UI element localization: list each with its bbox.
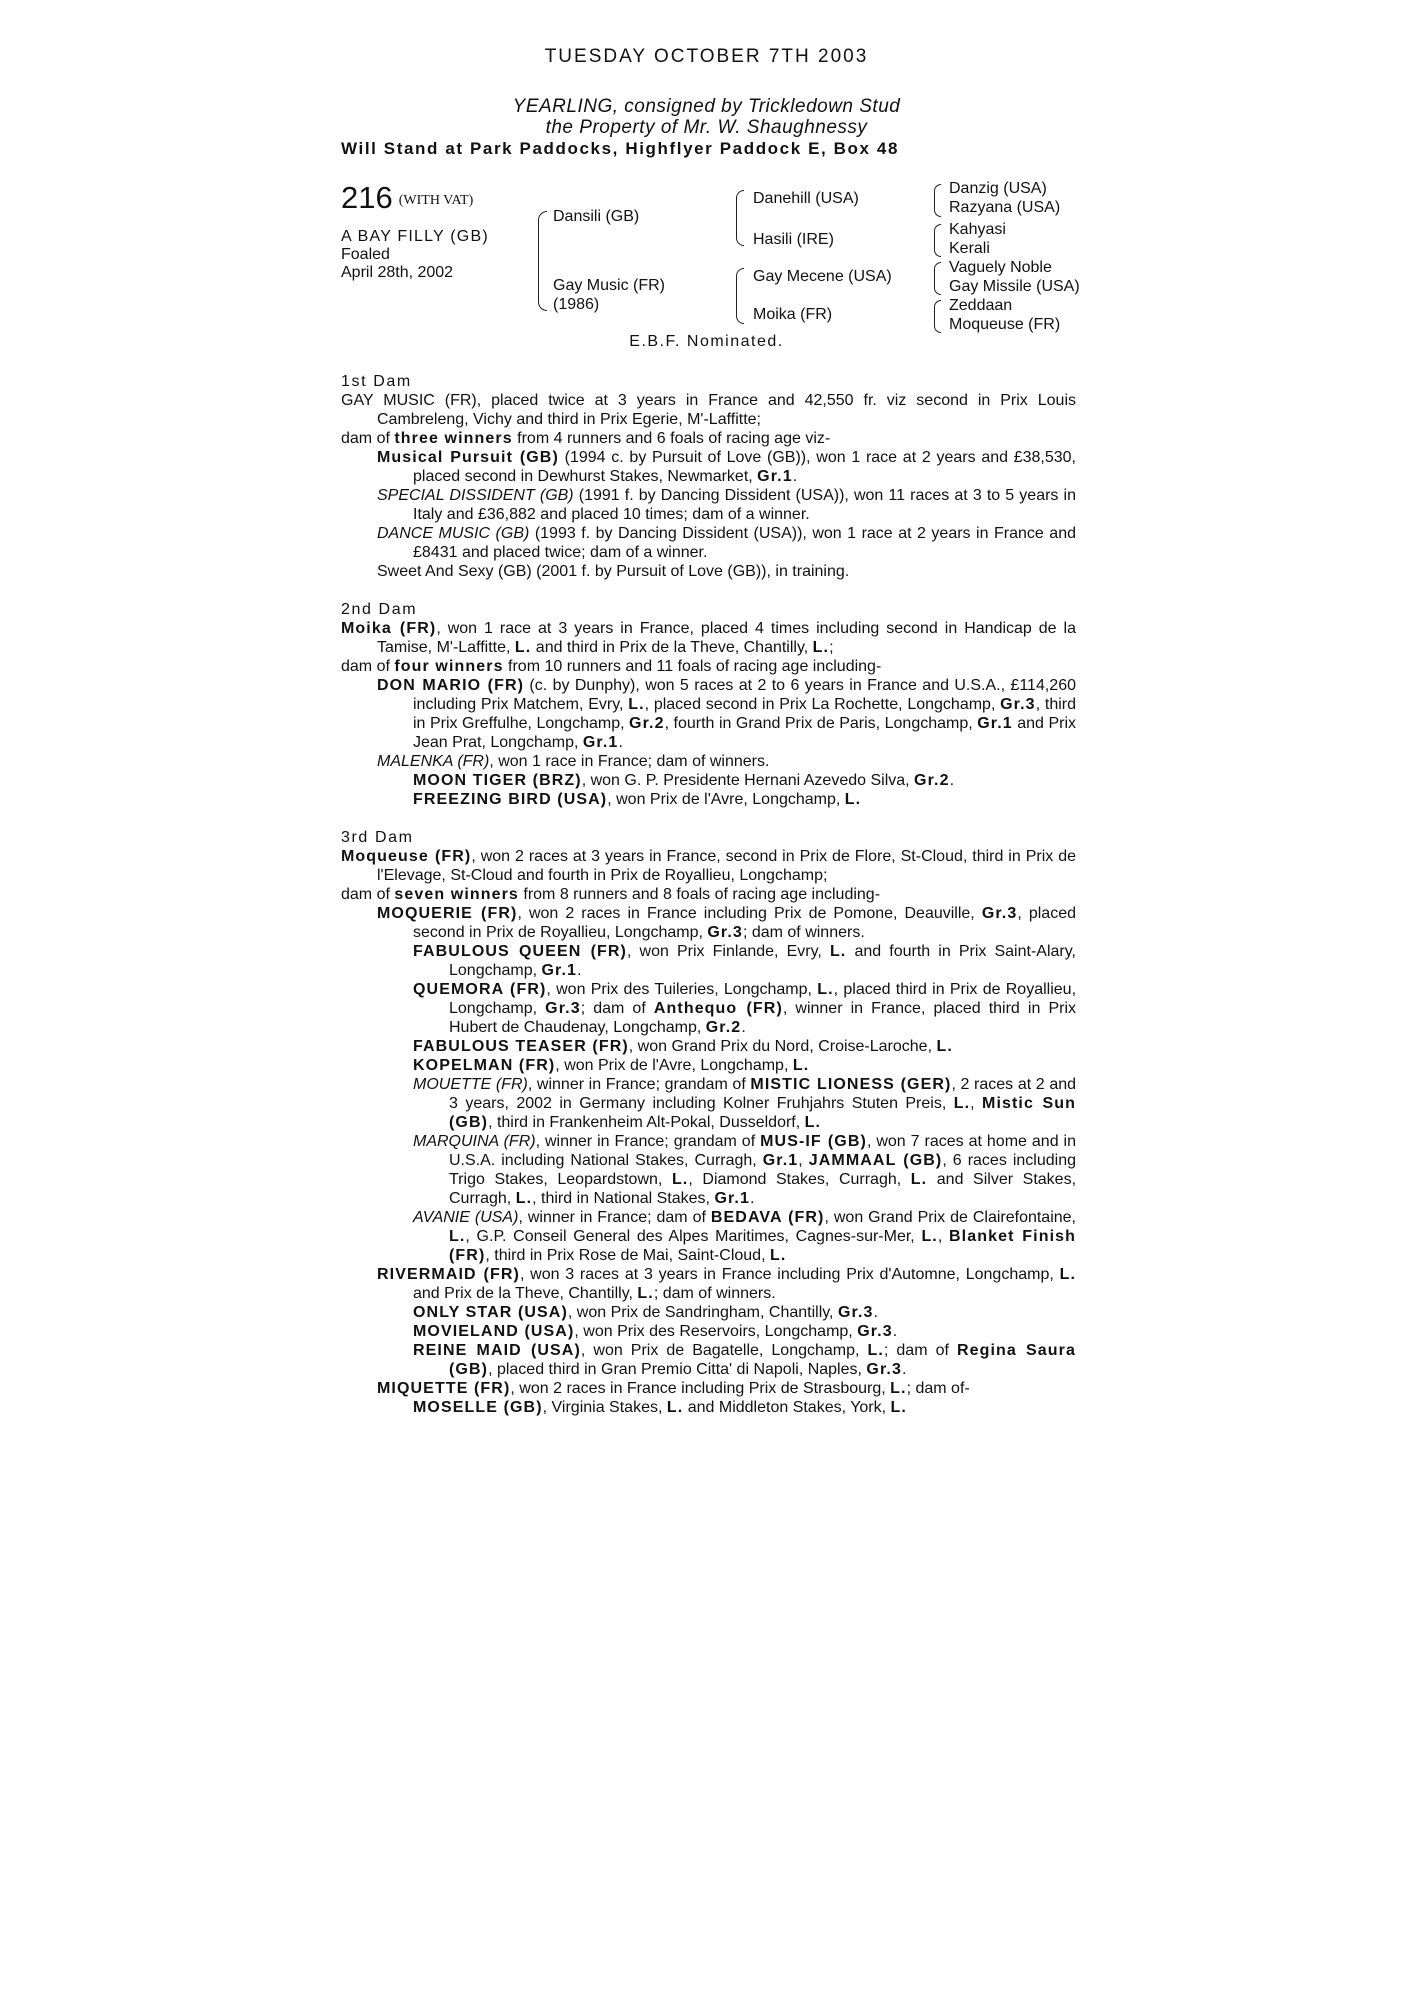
entry-text: and Prix de la Theve, Chantilly,: [413, 1285, 638, 1302]
entry-text: ; dam of winners.: [742, 924, 865, 941]
horse-name-bold: four winners: [394, 658, 504, 675]
pedigree-entry: [341, 885, 1076, 904]
entry-text: (c. by Dunphy), won 5 races at 2 to 6 years in France and U.S.A., £114,260 including Prix Matchem, Evry,: [413, 677, 1076, 713]
entry-text: , Virginia Stakes,: [542, 1399, 667, 1416]
horse-name-bold: L.: [817, 981, 834, 998]
horse-name-bold: QUEMORA (FR): [413, 981, 547, 998]
pedigree-entry: [341, 391, 1076, 429]
horse-name-bold: L.: [829, 943, 847, 960]
entry-text: .: [792, 468, 798, 485]
pedigree-bracket: [934, 224, 941, 257]
pedigree-entry: [341, 1265, 1076, 1303]
pedigree-bracket: [934, 262, 941, 295]
horse-name-bold: KOPELMAN (FR): [413, 1057, 556, 1074]
horse-name-bold: L.: [936, 1038, 953, 1055]
entry-text: ,: [798, 1152, 809, 1169]
vat-note: (WITH VAT): [398, 193, 474, 208]
horse-name-bold: Gr.3: [707, 924, 743, 941]
pedigree-entry: [341, 486, 1076, 524]
entry-text: Sweet And Sexy (GB) (2001 f. by Pursuit of Love (GB)), in training.: [377, 563, 850, 580]
pedigree-entry: [341, 1056, 1076, 1075]
horse-name-bold: L.: [844, 791, 862, 808]
entry-text: and third in Prix de la Theve, Chantilly,: [531, 639, 813, 656]
horse-name-italic: MALENKA (FR): [377, 753, 490, 770]
entry-text: .: [901, 1361, 907, 1378]
horse-name-bold: MOSELLE (GB): [413, 1399, 543, 1416]
entry-text: , winner in France; dam of: [518, 1209, 711, 1226]
sire: Dansili (GB): [553, 208, 640, 225]
entry-text: .: [873, 1304, 878, 1321]
horse-name-bold: BEDAVA (FR): [710, 1209, 825, 1226]
entry-text: and Middleton Stakes, York,: [683, 1399, 891, 1416]
horse-name-bold: Blanket Finish (FR): [449, 1228, 1076, 1264]
horse-name-bold: JAMMAAL (GB): [808, 1152, 943, 1169]
dam-dam: Moika (FR): [753, 306, 833, 323]
dam-lines: [341, 372, 1076, 1417]
entry-text: , won 3 races at 3 years in France including Prix d'Automne, Longchamp,: [519, 1266, 1060, 1283]
pedigree-entry: [341, 1322, 1076, 1341]
great-grandparent: Razyana (USA): [949, 199, 1061, 216]
horse-details: [341, 228, 489, 282]
horse-name-bold: L.: [628, 696, 645, 713]
pedigree-bracket: [934, 300, 941, 333]
entry-text: .: [749, 1190, 755, 1207]
entry-text: and fourth in Prix Saint-Alary, Longchamp,: [449, 943, 1076, 979]
entry-text: and Silver Stakes, Curragh,: [449, 1171, 1077, 1207]
entry-text: .: [892, 1323, 898, 1340]
entry-text: .: [949, 772, 955, 789]
horse-name-bold: Gr.3: [545, 1000, 581, 1017]
entry-text: , won G. P. Presidente Hernani Azevedo Silva,: [581, 772, 915, 789]
pedigree-entry: [341, 1398, 1076, 1417]
horse-name-bold: Gr.2: [914, 772, 950, 789]
entry-text: , winner in France, placed third in Prix Hubert de Chaudenay, Longchamp,: [449, 1000, 1076, 1036]
horse-name-bold: MOVIELAND (USA): [413, 1323, 575, 1340]
section-title: 2nd Dam: [341, 601, 418, 618]
entry-text: , placed second in Prix de Royallieu, Longchamp,: [413, 905, 1076, 941]
pedigree-entry: [341, 752, 1076, 771]
entry-text: (1994 c. by Pursuit of Love (GB)), won 1 race at 2 years and £38,530, placed second in Dewhurst Stakes, Newmarket,: [413, 449, 1077, 485]
great-grandparent: Zeddaan: [949, 297, 1013, 314]
entry-text: , Diamond Stakes, Curragh,: [688, 1171, 911, 1188]
entry-text: (1991 f. by Dancing Dissident (USA)), won 11 races at 3 to 5 years in Italy and £36,882 and placed 10 times; dam of a winner.: [413, 487, 1076, 523]
entry-text: , won 2 races in France including Prix de Pomone, Deauville,: [517, 905, 982, 922]
horse-description: A BAY FILLY (GB): [341, 228, 489, 245]
horse-name-italic: MOUETTE (FR): [413, 1076, 528, 1093]
entry-text: , won 1 race at 3 years in France, placed 4 times including second in Handicap de la Tamise, M'-Laffitte,: [377, 620, 1077, 656]
horse-name-bold: Moqueuse (FR): [341, 848, 472, 865]
section-title: 3rd Dam: [341, 829, 414, 846]
section-gap: [341, 809, 1076, 828]
entry-text: , G.P. Conseil General des Alpes Maritimes, Cagnes-sur-Mer,: [465, 1228, 922, 1245]
lot-number: 216: [341, 180, 393, 215]
horse-name-bold: L.: [867, 1342, 884, 1359]
horse-name-bold: L.: [910, 1171, 928, 1188]
pedigree-bracket: [736, 190, 744, 246]
horse-name-bold: Gr.1: [541, 962, 578, 979]
pedigree-entry: [341, 619, 1076, 657]
great-grandparent: Kahyasi: [949, 221, 1006, 238]
horse-name-bold: L.: [890, 1380, 907, 1397]
entry-text: , won 7 races at home and in U.S.A. including National Stakes, Curragh,: [449, 1133, 1076, 1169]
entry-text: , won 1 race in France; dam of winners.: [489, 753, 770, 770]
entry-text: ; dam of: [580, 1000, 654, 1017]
section-title: 1st Dam: [341, 373, 412, 390]
pedigree-entry: [341, 562, 1076, 581]
pedigree-bracket: [934, 184, 941, 217]
horse-name-bold: Gr.2: [705, 1019, 742, 1036]
horse-name-bold: L.: [637, 1285, 654, 1302]
entry-text: , third in Prix Greffulhe, Longchamp,: [413, 696, 1077, 732]
horse-name-bold: L.: [804, 1114, 822, 1131]
horse-name-bold: L.: [514, 639, 532, 656]
horse-name-bold: L.: [890, 1399, 907, 1416]
horse-name-bold: Gr.3: [981, 905, 1018, 922]
horse-name-bold: L.: [792, 1057, 810, 1074]
entry-text: ; dam of: [883, 1342, 957, 1359]
lot-heading: [341, 180, 473, 216]
sire-sire: Danehill (USA): [753, 190, 859, 207]
great-grandparent: Danzig (USA): [949, 180, 1047, 197]
horse-name-bold: Gr.1: [977, 715, 1013, 732]
horse-name-bold: Gr.1: [757, 468, 793, 485]
entry-text: , placed second in Prix La Rochette, Longchamp,: [644, 696, 1001, 713]
horse-name-bold: MUS-IF (GB): [760, 1133, 867, 1150]
horse-name-bold: L.: [449, 1228, 466, 1245]
horse-name-bold: L.: [1059, 1266, 1076, 1283]
pedigree-entry: [341, 448, 1076, 486]
entry-text: and Prix Jean Prat, Longchamp,: [413, 715, 1077, 751]
entry-text: from 10 runners and 11 foals of racing age including-: [503, 658, 882, 675]
horse-name-bold: Moika (FR): [341, 620, 437, 637]
entry-text: from 8 runners and 8 foals of racing age including-: [518, 886, 881, 903]
entry-text: ; dam of winners.: [653, 1285, 776, 1302]
horse-name-bold: three winners: [394, 430, 513, 447]
horse-name-bold: Gr.3: [1000, 696, 1036, 713]
consignment-line: YEARLING, consigned by Trickledown Stud: [512, 96, 901, 117]
horse-name-italic: MARQUINA (FR): [413, 1133, 536, 1150]
horse-name-bold: Gr.3: [857, 1323, 893, 1340]
entry-text: , won Prix Finlande, Evry,: [627, 943, 830, 960]
horse-name-bold: DON MARIO (FR): [377, 677, 525, 694]
entry-text: , third in Frankenheim Alt-Pokal, Dusseldorf,: [488, 1114, 805, 1131]
great-grandparent: Moqueuse (FR): [949, 316, 1061, 333]
pedigree-entry: [341, 1075, 1076, 1132]
pedigree-entry: [341, 904, 1076, 942]
entry-text: , placed third in Prix de Royallieu, Longchamp,: [449, 981, 1077, 1017]
pedigree-entry: [341, 524, 1076, 562]
entry-text: ;: [829, 639, 834, 656]
pedigree-entry: [341, 429, 1076, 448]
entry-text: , winner in France; grandam of: [535, 1133, 761, 1150]
horse-name-italic: AVANIE (USA): [413, 1209, 519, 1226]
horse-name-bold: seven winners: [394, 886, 519, 903]
pedigree-entry: [341, 942, 1076, 980]
great-grandparent: Gay Missile (USA): [949, 278, 1080, 295]
section-gap: [341, 581, 1076, 600]
horse-name-bold: MISTIC LIONESS (GER): [750, 1076, 952, 1093]
entry-text: , won Prix de l'Avre, Longchamp,: [607, 791, 845, 808]
dam-sire: Gay Mecene (USA): [753, 268, 892, 285]
entry-text: ,: [937, 1228, 949, 1245]
dam-year: (1986): [553, 296, 600, 313]
horse-name-bold: L.: [921, 1228, 938, 1245]
great-grandparent: Kerali: [949, 240, 990, 257]
horse-name-bold: Regina Saura (GB): [449, 1342, 1077, 1378]
entry-text: , won Grand Prix de Clairefontaine,: [824, 1209, 1077, 1226]
pedigree-entry: [341, 1341, 1076, 1379]
entry-text: , won Prix de l'Avre, Longchamp,: [555, 1057, 793, 1074]
pedigree-entry: [341, 1379, 1076, 1398]
horse-name-bold: L.: [812, 639, 830, 656]
foaled-date: April 28th, 2002: [341, 264, 454, 281]
great-grandparent: Vaguely Noble: [949, 259, 1052, 276]
horse-name-bold: Musical Pursuit (GB): [377, 449, 559, 466]
pedigree-entry: [341, 676, 1076, 752]
entry-text: ,: [970, 1095, 983, 1112]
horse-name-bold: L.: [666, 1399, 684, 1416]
sire-dam: Hasili (IRE): [753, 231, 834, 248]
pedigree-entry: [341, 657, 1076, 676]
horse-name-bold: Gr.3: [837, 1304, 874, 1321]
horse-name-bold: L.: [769, 1247, 787, 1264]
horse-name-bold: L.: [671, 1171, 689, 1188]
entry-text: ; dam of-: [906, 1380, 970, 1397]
horse-name-bold: Mistic Sun (GB): [449, 1095, 1077, 1131]
entry-text: , won Prix des Tuileries, Longchamp,: [546, 981, 818, 998]
entry-text: .: [741, 1019, 746, 1036]
horse-name-bold: RIVERMAID (FR): [377, 1266, 520, 1283]
owner-line: the Property of Mr. W. Shaughnessy: [545, 117, 868, 138]
entry-text: .: [577, 962, 582, 979]
entry-text: , third in Prix Rose de Mai, Saint-Cloud,: [485, 1247, 770, 1264]
horse-name-bold: Gr.3: [866, 1361, 902, 1378]
horse-name-italic: SPECIAL DISSIDENT (GB): [377, 487, 574, 504]
horse-name-bold: Anthequo (FR): [653, 1000, 783, 1017]
entry-text: , won Prix de Bagatelle, Longchamp,: [580, 1342, 868, 1359]
horse-name-bold: Gr.1: [762, 1152, 799, 1169]
entry-text: , winner in France; grandam of: [527, 1076, 751, 1093]
entry-text: , won Prix des Reservoirs, Longchamp,: [574, 1323, 858, 1340]
entry-text: , won Prix de Sandringham, Chantilly,: [567, 1304, 838, 1321]
pedigree-bracket: [736, 268, 744, 324]
entry-text: dam of: [341, 658, 395, 675]
pedigree-entry: [341, 790, 1076, 809]
ebf-nomination: E.B.F. Nominated.: [629, 333, 784, 350]
entry-text: , 6 races including Trigo Stakes, Leopardstown,: [449, 1152, 1076, 1188]
pedigree-entry: [341, 1303, 1076, 1322]
entry-text: .: [618, 734, 623, 751]
stand-location: Will Stand at Park Paddocks, Highflyer Paddock E, Box 48: [341, 139, 900, 158]
horse-name-bold: MOQUERIE (FR): [377, 905, 518, 922]
entry-text: GAY MUSIC (FR), placed twice at 3 years in France and 42,550 fr. viz second in Prix Louis Cambreleng, Vichy and third in Prix Egerie, M'-Laffitte;: [341, 392, 1076, 428]
horse-name-bold: FABULOUS TEASER (FR): [413, 1038, 629, 1055]
horse-name-italic: DANCE MUSIC (GB): [377, 525, 530, 542]
horse-name-bold: L.: [515, 1190, 533, 1207]
entry-text: , third in National Stakes,: [532, 1190, 715, 1207]
horse-name-bold: REINE MAID (USA): [413, 1342, 581, 1359]
horse-name-bold: Gr.1: [714, 1190, 750, 1207]
pedigree-entry: [341, 980, 1076, 1037]
horse-name-bold: FREEZING BIRD (USA): [413, 791, 608, 808]
horse-name-bold: Gr.2: [629, 715, 665, 732]
pedigree-entry: [341, 1132, 1076, 1208]
pedigree-entry: [341, 1037, 1076, 1056]
dam: Gay Music (FR): [553, 277, 665, 294]
horse-name-bold: MIQUETTE (FR): [377, 1380, 511, 1397]
foaled-label: Foaled: [341, 246, 390, 263]
horse-name-bold: MOON TIGER (BRZ): [413, 772, 582, 789]
entry-text: , won 2 races in France including Prix de Strasbourg,: [510, 1380, 891, 1397]
sale-date: TUESDAY OCTOBER 7TH 2003: [544, 46, 869, 67]
pedigree-entry: [341, 771, 1076, 790]
consignment-block: [0, 96, 1413, 138]
pedigree-entry: [341, 847, 1076, 885]
entry-text: , placed third in Gran Premio Citta' di Napoli, Naples,: [488, 1361, 867, 1378]
horse-name-bold: ONLY STAR (USA): [413, 1304, 568, 1321]
entry-text: from 4 runners and 6 foals of racing age viz-: [512, 430, 831, 447]
horse-name-bold: L.: [953, 1095, 971, 1112]
entry-text: (1993 f. by Dancing Dissident (USA)), won 1 race at 2 years in France and £8431 and placed twice; dam of a winner.: [413, 525, 1076, 561]
entry-text: dam of: [341, 430, 395, 447]
entry-text: , won Grand Prix du Nord, Croise-Laroche,: [628, 1038, 937, 1055]
entry-text: , 2 races at 2 and 3 years, 2002 in Germany including Kolner Fruhjahrs Stuten Preis,: [449, 1076, 1077, 1112]
entry-text: , won 2 races at 3 years in France, second in Prix de Flore, St-Cloud, third in Prix de l'Elevage, St-Cloud and fourth in Prix de Royallieu, Longchamp;: [377, 848, 1076, 884]
horse-name-bold: Gr.1: [582, 734, 619, 751]
horse-name-bold: FABULOUS QUEEN (FR): [413, 943, 627, 960]
pedigree-bracket: [538, 258, 541, 263]
pedigree-entry: [341, 1208, 1076, 1265]
entry-text: , fourth in Grand Prix de Paris, Longchamp,: [664, 715, 978, 732]
entry-text: dam of: [341, 886, 395, 903]
